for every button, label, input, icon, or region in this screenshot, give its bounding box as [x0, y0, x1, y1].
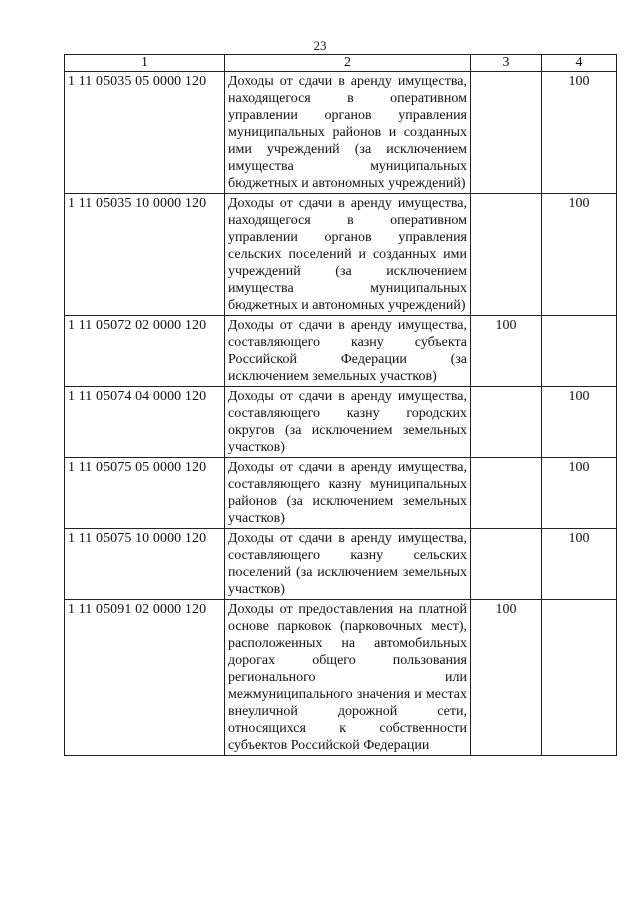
column-4-value	[542, 600, 617, 756]
revenue-code: 1 11 05035 10 0000 120	[65, 194, 225, 316]
column-3-value	[471, 194, 542, 316]
revenue-code: 1 11 05074 04 0000 120	[65, 387, 225, 458]
table-row	[65, 72, 617, 194]
column-header-1: 1	[65, 55, 225, 72]
revenue-table	[64, 54, 617, 756]
revenue-description: Доходы от сдачи в аренду имущества, составляющего казну субъекта Российской Федерации (за исключением земельных участков)	[225, 316, 471, 387]
column-4-value	[542, 316, 617, 387]
column-header-3: 3	[471, 55, 542, 72]
revenue-code: 1 11 05091 02 0000 120	[65, 600, 225, 756]
revenue-code: 1 11 05035 05 0000 120	[65, 72, 225, 194]
table-row	[65, 458, 617, 529]
column-3-value: 100	[471, 600, 542, 756]
table-row	[65, 529, 617, 600]
table-row	[65, 600, 617, 756]
column-header-2: 2	[225, 55, 471, 72]
column-3-value	[471, 529, 542, 600]
column-4-value: 100	[542, 194, 617, 316]
page-number: 23	[313, 38, 327, 53]
revenue-code: 1 11 05075 10 0000 120	[65, 529, 225, 600]
column-header-4: 4	[542, 55, 617, 72]
revenue-code: 1 11 05072 02 0000 120	[65, 316, 225, 387]
revenue-description: Доходы от сдачи в аренду имущества, составляющего казну муниципальных районов (за исключением земельных участков)	[225, 458, 471, 529]
column-4-value: 100	[542, 387, 617, 458]
column-4-value: 100	[542, 72, 617, 194]
table-row	[65, 316, 617, 387]
table-header-row	[65, 55, 617, 72]
revenue-description: Доходы от сдачи в аренду имущества, составляющего казну городских округов (за исключением земельных участков)	[225, 387, 471, 458]
revenue-description: Доходы от сдачи в аренду имущества, находящегося в оперативном управлении органов управления сельских поселений и созданных ими учреждений (за исключением имущества муниципальных бюджетных и автономных учреждений)	[225, 194, 471, 316]
column-3-value	[471, 458, 542, 529]
column-4-value: 100	[542, 458, 617, 529]
column-3-value	[471, 72, 542, 194]
revenue-code: 1 11 05075 05 0000 120	[65, 458, 225, 529]
revenue-description: Доходы от сдачи в аренду имущества, находящегося в оперативном управлении органов управления муниципальных районов и созданных ими учреждений (за исключением имущества муниципальных бюджетных и автономных учреждений)	[225, 72, 471, 194]
column-3-value	[471, 387, 542, 458]
revenue-description: Доходы от сдачи в аренду имущества, составляющего казну сельских поселений (за исключением земельных участков)	[225, 529, 471, 600]
column-3-value: 100	[471, 316, 542, 387]
column-4-value: 100	[542, 529, 617, 600]
table-row	[65, 194, 617, 316]
table-row	[65, 387, 617, 458]
revenue-description: Доходы от предоставления на платной основе парковок (парковочных мест), расположенных на автомобильных дорогах общего пользования регионального или межмуниципального значения и местах внеуличной дорожной сети, относящихся к собственности субъектов Российской Федерации	[225, 600, 471, 756]
